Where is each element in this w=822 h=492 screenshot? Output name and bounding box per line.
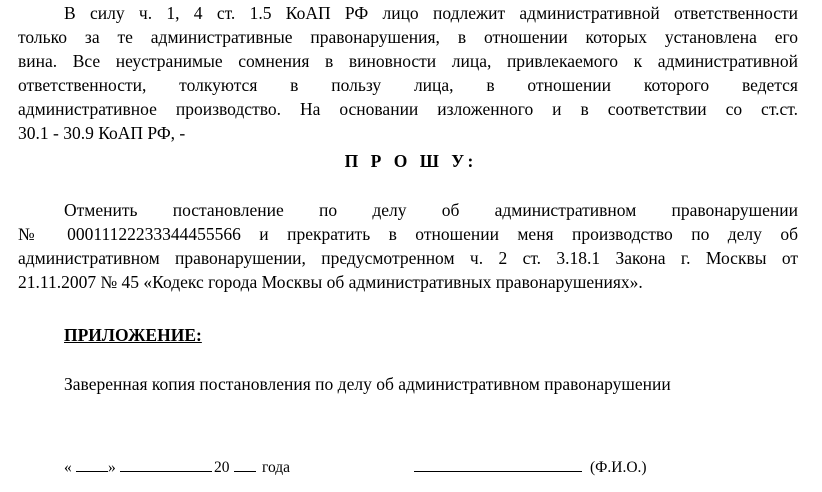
date-open-quote: «	[64, 459, 72, 476]
appendix-title: ПРИЛОЖЕНИЕ:	[64, 325, 202, 345]
appendix-item: Заверенная копия постановления по делу об административном правонарушении	[64, 374, 671, 394]
month-blank	[120, 456, 212, 472]
request-paragraph	[18, 198, 798, 294]
signature-row	[64, 456, 794, 480]
legal-basis-paragraph	[18, 1, 798, 145]
paragraph-line: административном правонарушении, предусмотренном ч. 2 ст. 3.18.1 Закона г. Москвы от	[18, 248, 798, 268]
date-close-quote: »	[108, 459, 116, 476]
paragraph-line: ответственности, толкуются в пользу лица, в отношении которого ведется	[18, 75, 798, 95]
paragraph-line: 21.11.2007 № 45 «Кодекс города Москвы об административных правонарушениях».	[18, 272, 643, 292]
paragraph-line: № 00011122233344455566 и прекратить в отношении меня производство по делу об	[18, 224, 798, 244]
request-heading: П Р О Ш У:	[344, 151, 478, 171]
year-blank	[234, 456, 256, 472]
paragraph-line: административное производство. На основании изложенного и в соответствии со ст.ст.	[18, 99, 798, 119]
year-prefix: 20	[214, 459, 230, 476]
paragraph-line: В силу ч. 1, 4 ст. 1.5 КоАП РФ лицо подлежит административной ответственности	[64, 3, 798, 23]
paragraph-line: Отменить постановление по делу об административном правонарушении	[64, 200, 798, 220]
paragraph-line: 30.1 - 30.9 КоАП РФ, -	[18, 123, 186, 143]
name-label: (Ф.И.О.)	[590, 459, 647, 476]
day-blank	[76, 456, 108, 472]
signature-blank	[414, 456, 582, 472]
paragraph-line: только за те административные правонарушения, в отношении которых установлена его	[18, 27, 798, 47]
paragraph-line: вина. Все неустранимые сомнения в виновности лица, привлекаемого к административной	[18, 51, 798, 71]
year-suffix: года	[262, 459, 291, 476]
